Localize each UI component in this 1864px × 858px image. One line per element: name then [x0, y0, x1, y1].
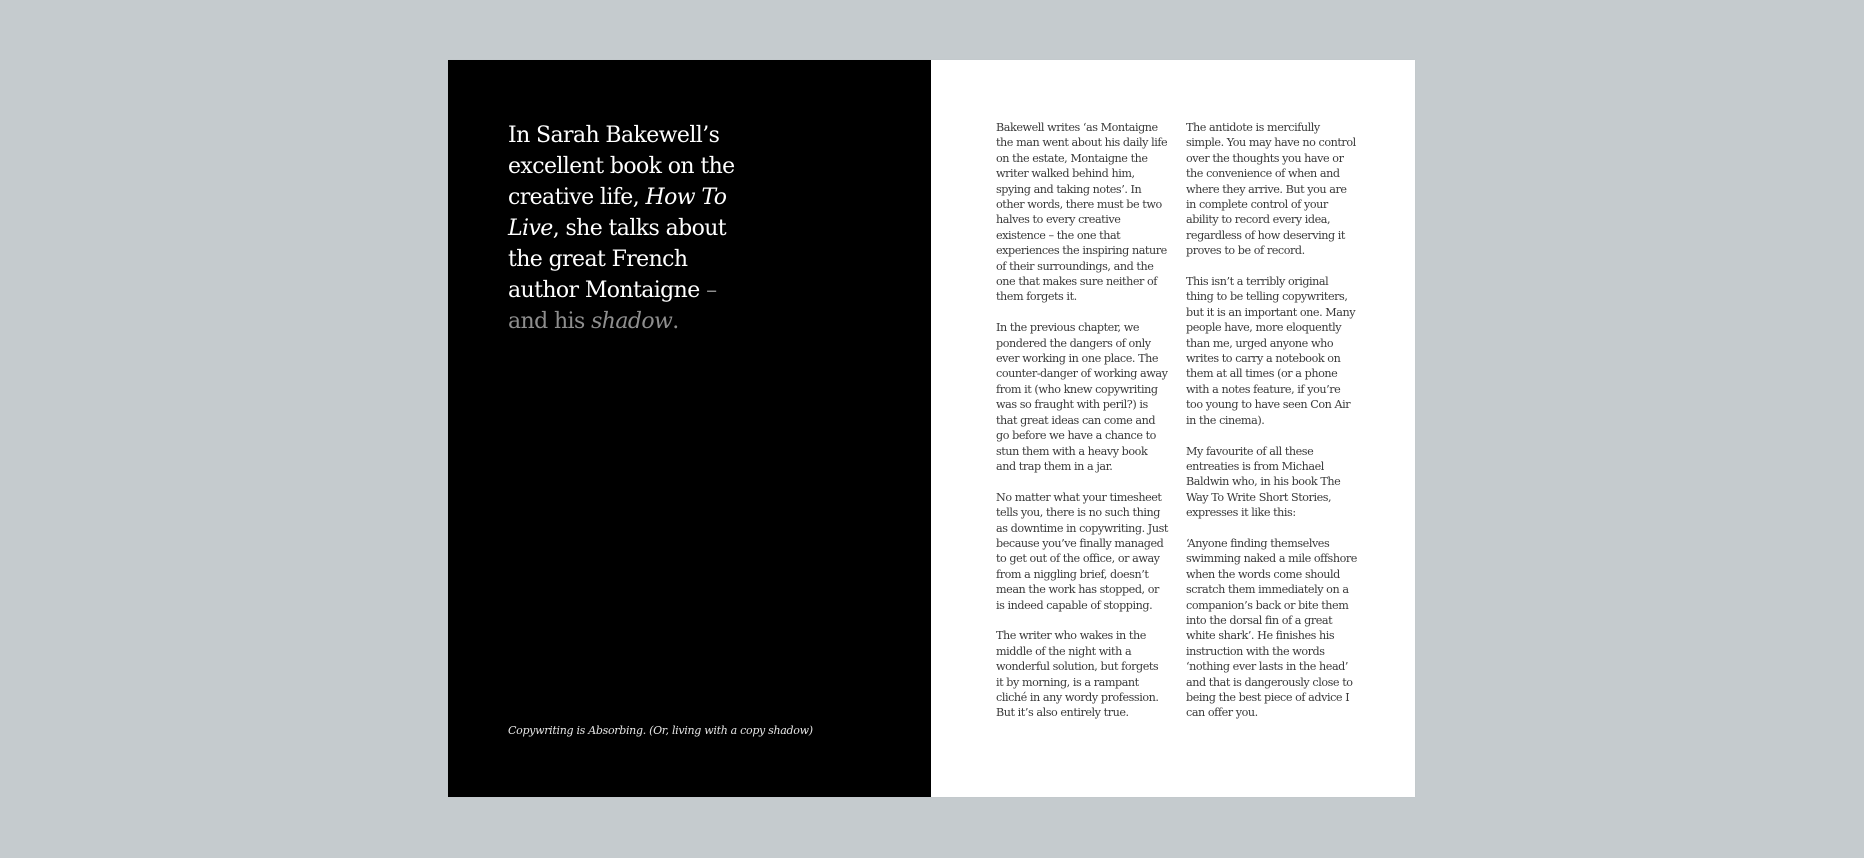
book-title: How To Live — [508, 185, 727, 241]
paragraph: Bakewell writes ‘as Montaigne the man went about his daily life on the estate, Montaigne the writer walked behind him, spying and taking notes’. In other words, there must be two halves to every creative existence – the one that experiences the inspiring nature of their surroundings, and the one that makes sure neither of them forgets it. — [996, 121, 1168, 304]
paragraph: In the previous chapter, we pondered the dangers of only ever working in one place. The counter-danger of working away from it (who knew copywriting was so fraught with peril?) is that great ideas can come and go before we have a chance to stun them with a heavy book and trap them in a jar. — [996, 321, 1168, 473]
left-page — [448, 60, 931, 797]
right-page — [931, 60, 1415, 797]
pull-quote-muted-prefix: – and his — [508, 278, 717, 334]
pull-quote-shadow-word: shadow — [591, 309, 673, 334]
paragraph: This isn’t a terribly original thing to be telling copywriters, but it is an important one. Many people have, more eloquently than me, urged anyone who writes to carry a notebook on them at all times (or a phone with a notes feature, if you’re too young to have seen Con Air in the cinema). — [1186, 275, 1356, 427]
paragraph: My favourite of all these entreaties is from Michael Baldwin who, in his book The Way To Write Short Stories, expresses it like this: — [1186, 444, 1341, 520]
paragraph: No matter what your timesheet tells you, there is no such thing as downtime in copywriting. Just because you’ve finally managed to get out of the office, or away from a niggling brief, doesn’t mean the work has stopped, or is indeed capable of stopping. — [996, 490, 1168, 612]
paragraph: ‘Anyone finding themselves swimming naked a mile offshore when the words come should scratch them immediately on a companion’s back or bite them into the dorsal fin of a great white shark’. He finishes his instruction with the words ‘nothing ever lasts in the head’ and that is dangerously close to being the best piece of advice I can offer you. — [1186, 536, 1357, 720]
pull-quote-muted-suffix: . — [672, 309, 679, 334]
text-column-1 — [996, 120, 1168, 736]
pull-quote-text-continued: , she talks about the great French author Montaigne — [508, 216, 727, 303]
pull-quote — [508, 120, 738, 337]
book-spread — [448, 60, 1415, 797]
text-column-2 — [1186, 120, 1358, 736]
paragraph: The writer who wakes in the middle of the night with a wonderful solution, but forgets it by morning, is a rampant cliché in any wordy profession. But it’s also entirely true. — [996, 629, 1159, 720]
paragraph: The antidote is mercifully simple. You may have no control over the thoughts you have or the convenience of when and where they arrive. But you are in complete control of your ability to record every idea, regardless of how deserving it proves to be of record. — [1186, 121, 1356, 258]
chapter-caption: Copywriting is Absorbing. (Or, living with a copy shadow) — [508, 724, 813, 737]
pull-quote-text: In Sarah Bakewell’s excellent book on the creative life, — [508, 123, 735, 210]
